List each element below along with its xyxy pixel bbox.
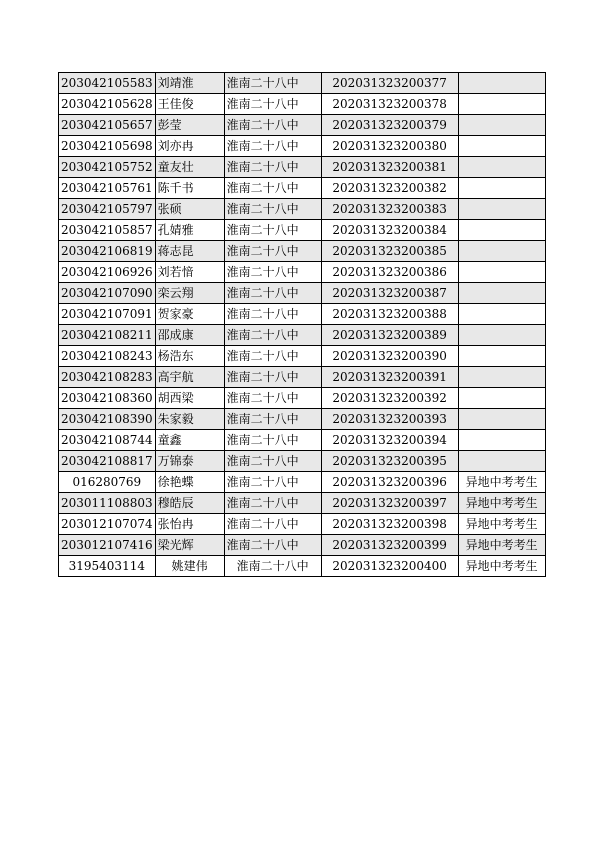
cell-registration-number: 202031323200389: [321, 325, 458, 346]
cell-exam-id: 203042105761: [59, 178, 156, 199]
student-table: [58, 72, 546, 577]
cell-note: [458, 409, 545, 430]
table-row: [59, 367, 546, 388]
cell-note: [458, 304, 545, 325]
table-row: [59, 388, 546, 409]
cell-exam-id: 203042106819: [59, 241, 156, 262]
cell-exam-id: 203042108817: [59, 451, 156, 472]
cell-registration-number: 202031323200382: [321, 178, 458, 199]
cell-school: 淮南二十八中: [224, 514, 321, 535]
table-row: [59, 304, 546, 325]
cell-exam-id: 203042106926: [59, 262, 156, 283]
cell-note: [458, 262, 545, 283]
cell-note: [458, 430, 545, 451]
cell-exam-id: 203042105657: [59, 115, 156, 136]
cell-note: [458, 94, 545, 115]
cell-registration-number: 202031323200392: [321, 388, 458, 409]
table-row: [59, 325, 546, 346]
cell-note: [458, 283, 545, 304]
cell-exam-id: 203011108803: [59, 493, 156, 514]
cell-registration-number: 202031323200383: [321, 199, 458, 220]
cell-student-name: 贺家豪: [155, 304, 224, 325]
cell-registration-number: 202031323200387: [321, 283, 458, 304]
cell-school: 淮南二十八中: [224, 493, 321, 514]
table-row: [59, 94, 546, 115]
cell-student-name: 彭莹: [155, 115, 224, 136]
cell-registration-number: 202031323200398: [321, 514, 458, 535]
cell-exam-id: 203042105628: [59, 94, 156, 115]
cell-exam-id: 203012107074: [59, 514, 156, 535]
cell-note: [458, 115, 545, 136]
cell-note: [458, 388, 545, 409]
cell-school: 淮南二十八中: [224, 115, 321, 136]
cell-student-name: 栾云翔: [155, 283, 224, 304]
cell-student-name: 童鑫: [155, 430, 224, 451]
cell-exam-id: 203042107091: [59, 304, 156, 325]
table-row: [59, 451, 546, 472]
cell-registration-number: 202031323200395: [321, 451, 458, 472]
cell-student-name: 姚建伟: [155, 556, 224, 577]
cell-note: [458, 199, 545, 220]
cell-registration-number: 202031323200378: [321, 94, 458, 115]
cell-registration-number: 202031323200399: [321, 535, 458, 556]
cell-registration-number: 202031323200386: [321, 262, 458, 283]
cell-note: [458, 157, 545, 178]
cell-exam-id: 203042105698: [59, 136, 156, 157]
table-row: [59, 220, 546, 241]
cell-exam-id: 203042105583: [59, 73, 156, 94]
cell-student-name: 穆皓辰: [155, 493, 224, 514]
cell-registration-number: 202031323200384: [321, 220, 458, 241]
table-row: [59, 178, 546, 199]
cell-note: 异地中考考生: [458, 514, 545, 535]
cell-registration-number: 202031323200380: [321, 136, 458, 157]
cell-school: 淮南二十八中: [224, 157, 321, 178]
table-row: [59, 409, 546, 430]
cell-school: 淮南二十八中: [224, 535, 321, 556]
cell-student-name: 张怡冉: [155, 514, 224, 535]
cell-registration-number: 202031323200390: [321, 346, 458, 367]
cell-registration-number: 202031323200385: [321, 241, 458, 262]
cell-note: [458, 325, 545, 346]
table-row: [59, 430, 546, 451]
cell-school: 淮南二十八中: [224, 178, 321, 199]
table-row: [59, 262, 546, 283]
table-row: [59, 241, 546, 262]
cell-school: 淮南二十八中: [224, 73, 321, 94]
cell-school: 淮南二十八中: [224, 220, 321, 241]
cell-exam-id: 203042108243: [59, 346, 156, 367]
cell-exam-id: 203042105857: [59, 220, 156, 241]
table-row: [59, 115, 546, 136]
cell-school: 淮南二十八中: [224, 325, 321, 346]
cell-school: 淮南二十八中: [224, 136, 321, 157]
table-row: [59, 157, 546, 178]
cell-student-name: 邵成康: [155, 325, 224, 346]
cell-note: [458, 451, 545, 472]
table-body: [59, 73, 546, 577]
cell-student-name: 童友壮: [155, 157, 224, 178]
cell-note: [458, 136, 545, 157]
cell-school: 淮南二十八中: [224, 409, 321, 430]
cell-student-name: 朱家毅: [155, 409, 224, 430]
cell-note: [458, 346, 545, 367]
cell-exam-id: 203042107090: [59, 283, 156, 304]
cell-school: 淮南二十八中: [224, 199, 321, 220]
cell-exam-id: 203042108744: [59, 430, 156, 451]
cell-student-name: 蒋志昆: [155, 241, 224, 262]
cell-student-name: 刘若愔: [155, 262, 224, 283]
cell-note: [458, 367, 545, 388]
cell-registration-number: 202031323200394: [321, 430, 458, 451]
cell-school: 淮南二十八中: [224, 241, 321, 262]
cell-school: 淮南二十八中: [224, 304, 321, 325]
table-row: [59, 472, 546, 493]
cell-note: [458, 178, 545, 199]
cell-student-name: 刘靖淮: [155, 73, 224, 94]
cell-student-name: 杨浩东: [155, 346, 224, 367]
cell-registration-number: 202031323200397: [321, 493, 458, 514]
table-row: [59, 199, 546, 220]
cell-registration-number: 202031323200381: [321, 157, 458, 178]
cell-exam-id: 203042108390: [59, 409, 156, 430]
cell-school: 淮南二十八中: [224, 367, 321, 388]
cell-registration-number: 202031323200379: [321, 115, 458, 136]
cell-exam-id: 203012107416: [59, 535, 156, 556]
cell-exam-id: 203042105797: [59, 199, 156, 220]
table-row: [59, 493, 546, 514]
cell-exam-id: 016280769: [59, 472, 156, 493]
cell-school: 淮南二十八中: [224, 472, 321, 493]
cell-note: 异地中考考生: [458, 556, 545, 577]
cell-student-name: 梁光辉: [155, 535, 224, 556]
cell-student-name: 刘亦冉: [155, 136, 224, 157]
cell-note: 异地中考考生: [458, 535, 545, 556]
cell-student-name: 万锦泰: [155, 451, 224, 472]
table-row: [59, 73, 546, 94]
table-row: [59, 136, 546, 157]
cell-student-name: 王佳俊: [155, 94, 224, 115]
table-row: [59, 346, 546, 367]
table-row: [59, 514, 546, 535]
cell-registration-number: 202031323200391: [321, 367, 458, 388]
cell-exam-id: 203042105752: [59, 157, 156, 178]
cell-exam-id: 203042108283: [59, 367, 156, 388]
cell-note: 异地中考考生: [458, 472, 545, 493]
cell-registration-number: 202031323200393: [321, 409, 458, 430]
cell-school: 淮南二十八中: [224, 388, 321, 409]
cell-student-name: 张硕: [155, 199, 224, 220]
cell-note: [458, 73, 545, 94]
cell-school: 淮南二十八中: [224, 346, 321, 367]
table-row: [59, 283, 546, 304]
cell-exam-id: 3195403114: [59, 556, 156, 577]
cell-note: [458, 241, 545, 262]
cell-exam-id: 203042108211: [59, 325, 156, 346]
table-row: [59, 535, 546, 556]
cell-registration-number: 202031323200377: [321, 73, 458, 94]
cell-student-name: 孔婧雅: [155, 220, 224, 241]
table-row: [59, 556, 546, 577]
cell-school: 淮南二十八中: [224, 262, 321, 283]
cell-school: 淮南二十八中: [224, 283, 321, 304]
cell-school: 淮南二十八中: [224, 430, 321, 451]
cell-student-name: 胡西梁: [155, 388, 224, 409]
cell-note: 异地中考考生: [458, 493, 545, 514]
cell-registration-number: 202031323200400: [321, 556, 458, 577]
cell-exam-id: 203042108360: [59, 388, 156, 409]
cell-student-name: 高宇航: [155, 367, 224, 388]
cell-note: [458, 220, 545, 241]
cell-student-name: 徐艳蝶: [155, 472, 224, 493]
cell-school: 淮南二十八中: [224, 451, 321, 472]
cell-registration-number: 202031323200388: [321, 304, 458, 325]
cell-registration-number: 202031323200396: [321, 472, 458, 493]
cell-school: 淮南二十八中: [224, 94, 321, 115]
cell-student-name: 陈千书: [155, 178, 224, 199]
cell-school: 淮南二十八中: [224, 556, 321, 577]
